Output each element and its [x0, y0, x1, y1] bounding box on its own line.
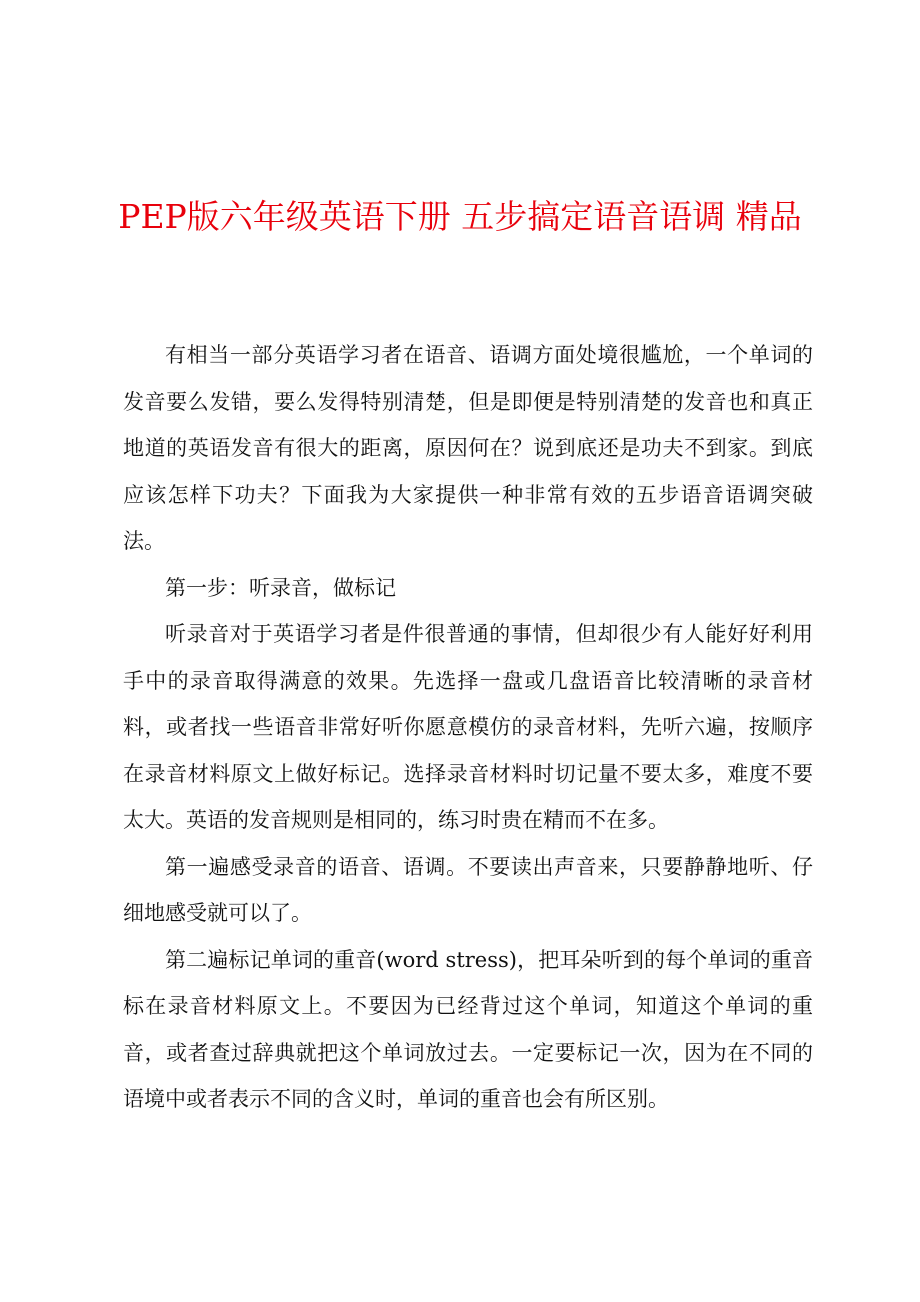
second-pass-paragraph: 第二遍标记单词的重音(word stress)，把耳朵听到的每个单词的重音标在录音材料原文上。不要因为已经背过这个单词，知道这个单词的重音，或者查过辞典就把这个单词放过去。一定要标记一次，因为在不同的语境中或者表示不同的含义时，单词的重音也会有所区别。: [123, 947, 813, 1111]
first-pass-paragraph: 第一遍感受录音的语音、语调。不要读出声音来，只要静静地听、仔细地感受就可以了。: [123, 854, 813, 925]
intro-paragraph: 有相当一部分英语学习者在语音、语调方面处境很尴尬，一个单词的发音要么发错，要么发得特别清楚，但是即便是特别清楚的发音也和真正地道的英语发音有很大的距离，原因何在？说到底还是功夫不到家。到底应该怎样下功夫？下面我为大家提供一种非常有效的五步语音语调突破法。: [123, 343, 813, 553]
listening-paragraph: 听录音对于英语学习者是件很普通的事情，但却很少有人能好好利用手中的录音取得满意的效果。先选择一盘或几盘语音比较清晰的录音材料，或者找一些语音非常好听你愿意模仿的录音材料，先听六遍，按顺序在录音材料原文上做好标记。选择录音材料时切记量不要太多，难度不要太大。英语的发音规则是相同的，练习时贵在精而不在多。: [123, 622, 813, 832]
step-one-heading: 第一步：听录音，做标记: [165, 575, 396, 600]
document-body: [123, 332, 813, 1123]
document-title: PEP版六年级英语下册 五步搞定语音语调 精品: [118, 197, 802, 236]
